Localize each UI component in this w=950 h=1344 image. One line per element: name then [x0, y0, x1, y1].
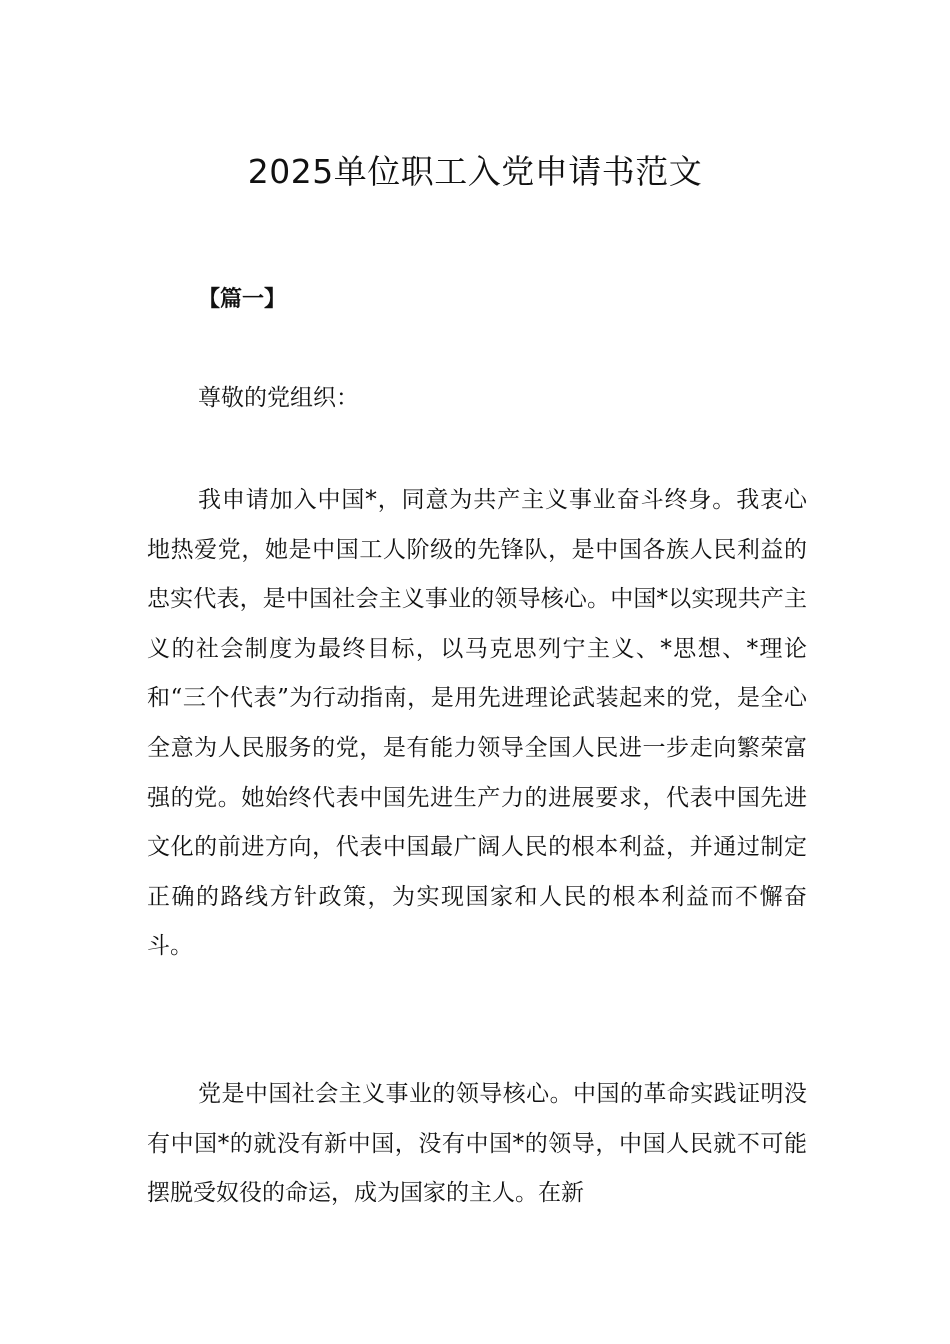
body-paragraph-1: 我申请加入中国*，同意为共产主义事业奋斗终身。我衷心地热爱党，她是中国工人阶级的先锋队，是中国各族人民利益的忠实代表，是中国社会主义事业的领导核心。中国*以实现共产主义的社会制度为最终目标，以马克思列宁主义、*思想、*理论和“三个代表”为行动指南，是用先进理论武装起来的党，是全心全意为人民服务的党，是有能力领导全国人民进一步走向繁荣富强的党。她始终代表中国先进生产力的进展要求，代表中国先进文化的前进方向，代表中国最广阔人民的根本利益，并通过制定正确的路线方针政策，为实现国家和人民的根本利益而不懈奋斗。: [147, 487, 807, 960]
body-paragraph-2: 党是中国社会主义事业的领导核心。中国的革命实践证明没有中国*的就没有新中国，没有中国*的领导，中国人民就不可能摆脱受奴役的命运，成为国家的主人。在新: [147, 1081, 807, 1207]
salutation: 尊敬的党组织：: [198, 385, 359, 411]
section-label: 【篇一】: [198, 287, 287, 312]
document-title: 2025单位职工入党申请书范文: [247, 152, 703, 192]
